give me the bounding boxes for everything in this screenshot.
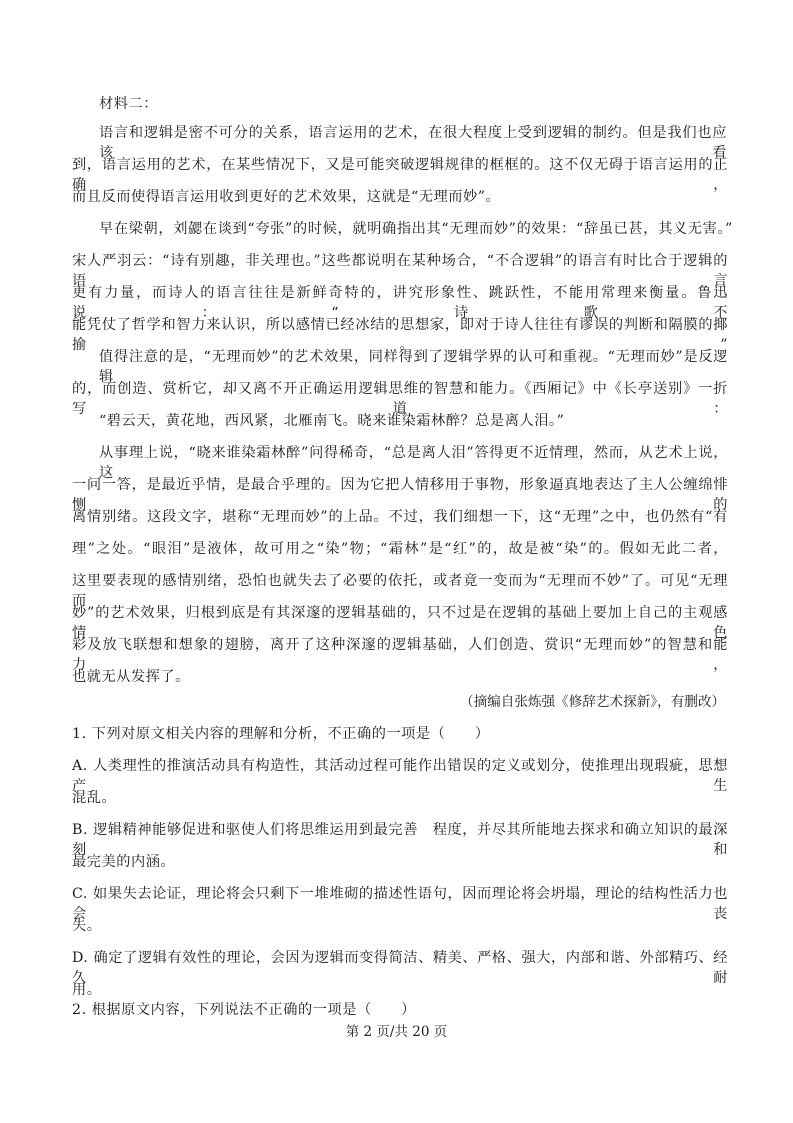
option-d-cont: 用。 <box>72 982 102 998</box>
paragraph-line: 早在梁朝，刘勰在谈到“夸张”的时候，就明确指出其“无理而妙”的效果：“辞虽已甚，其义无害。” <box>99 221 733 237</box>
paragraph-line: 从事理上说，“晓来谁染霜林醉”问得稀奇，“总是离人泪”答得更不近情理，然而，从艺术上说，这 <box>99 445 728 481</box>
option-b: B. 逻辑精神能够促进和驱使人们将思维运用到最完善 程度，并尽其所能地去探求和确立知识的最深刻和 <box>72 822 728 858</box>
option-c-cont: 失。 <box>72 918 102 934</box>
paragraph-line: 到，语言运用的艺术，在某些情况下，又是可能突破逻辑规律的框框的。这不仅无碍于语言运用的正确， <box>72 157 728 193</box>
paragraph-line: 而且反而使得语言运用收到更好的艺术效果，这就是“无理而妙”。 <box>72 189 501 205</box>
option-a: A. 人类理性的推演活动具有构造性，其活动过程可能作出错误的定义或划分，使推理出现瑕疵，思想产生 <box>72 758 728 794</box>
paragraph-line: 值得注意的是，“无理而妙”的艺术效果，同样得到了逻辑学界的认可和重视。“无理而妙”是反逻辑 <box>99 349 728 385</box>
option-d: D. 确定了逻辑有效性的理论，会因为逻辑而变得简洁、精美、严格、强大，内部和谐、外部精巧、经久耐 <box>72 950 728 986</box>
paragraph-line: 能凭仗了哲学和智力来认识，所以感情已经冰结的思想家，即对于诗人往往有谬误的判断和隔膜的揶揄。” <box>72 317 728 353</box>
paragraph-line: 语言和逻辑是密不可分的关系，语言运用的艺术，在很大程度上受到逻辑的制约。但是我们也应该看 <box>99 125 727 161</box>
paragraph-line: 的，而创造、赏析它，却又离不开正确运用逻辑思维的智慧和能力。《西厢记》中《长亭送别》一折写道： <box>72 381 728 417</box>
option-a-cont: 混乱。 <box>72 790 117 806</box>
paragraph-line: 更有力量，而诗人的语言往往是新鲜奇特的，讲究形象性、跳跃性，不能用常理来衡量。鲁迅说：“诗歌不 <box>72 285 728 321</box>
paragraph-line: 这里要表现的感情别绪，恐怕也就失去了必要的依托，或者竟一变而为“无理而不妙”了。可见“无理而 <box>72 573 728 609</box>
paragraph-line: 也就无从发挥了。 <box>72 669 190 685</box>
paragraph-line: 离情别绪。这段文字，堪称“无理而妙”的上品。不过，我们细想一下，这“无理”之中，也仍然有“有 <box>72 509 728 525</box>
page-footer: 第 2 页/共 20 页 <box>345 1024 448 1040</box>
question-stem: 1. 下列对原文相关内容的理解和分析，不正确的一项是（ ） <box>72 726 490 742</box>
question-stem: 2. 根据原文内容，下列说法不正确的一项是（ ） <box>72 1002 416 1018</box>
paragraph-line: 一问一答，是最近乎情，是最合乎理的。因为它把人情移用于事物，形象逼真地表达了主人公缠绵悱恻的 <box>72 477 728 513</box>
option-c: C. 如果失去论证，理论将会只剩下一堆堆砌的描述性语句，因而理论将会坍塌，理论的结构性活力也会丧 <box>72 886 728 922</box>
paragraph-line: 妙”的艺术效果，归根到底是有其深邃的逻辑基础的，只不过是在逻辑的基础上要加上自己的主观感情色 <box>72 605 728 641</box>
source-citation: （摘编自张炼强《修辞艺术探新》，有删改） <box>460 694 726 710</box>
paragraph-line: 彩及放飞联想和想象的翅膀，离开了这种深邃的逻辑基础，人们创造、赏识“无理而妙”的智慧和能力， <box>72 637 728 673</box>
material-heading: 材料二： <box>99 96 158 112</box>
paragraph-line: 宋人严羽云：“诗有别趣，非关理也。”这些都说明在某种场合，“不合逻辑”的语言有时比合于逻辑的语言 <box>72 253 728 289</box>
option-b-cont: 最完美的内涵。 <box>72 854 176 870</box>
quoted-verse: “碧云天，黄花地，西风紧，北雁南飞。晓来谁染霜林醉？总是离人泪。” <box>99 413 565 429</box>
paragraph-line: 理”之处。“眼泪”是液体，故可用之“染”物；“霜林”是“红”的，故是被“染”的。假如无此二者， <box>72 541 728 557</box>
